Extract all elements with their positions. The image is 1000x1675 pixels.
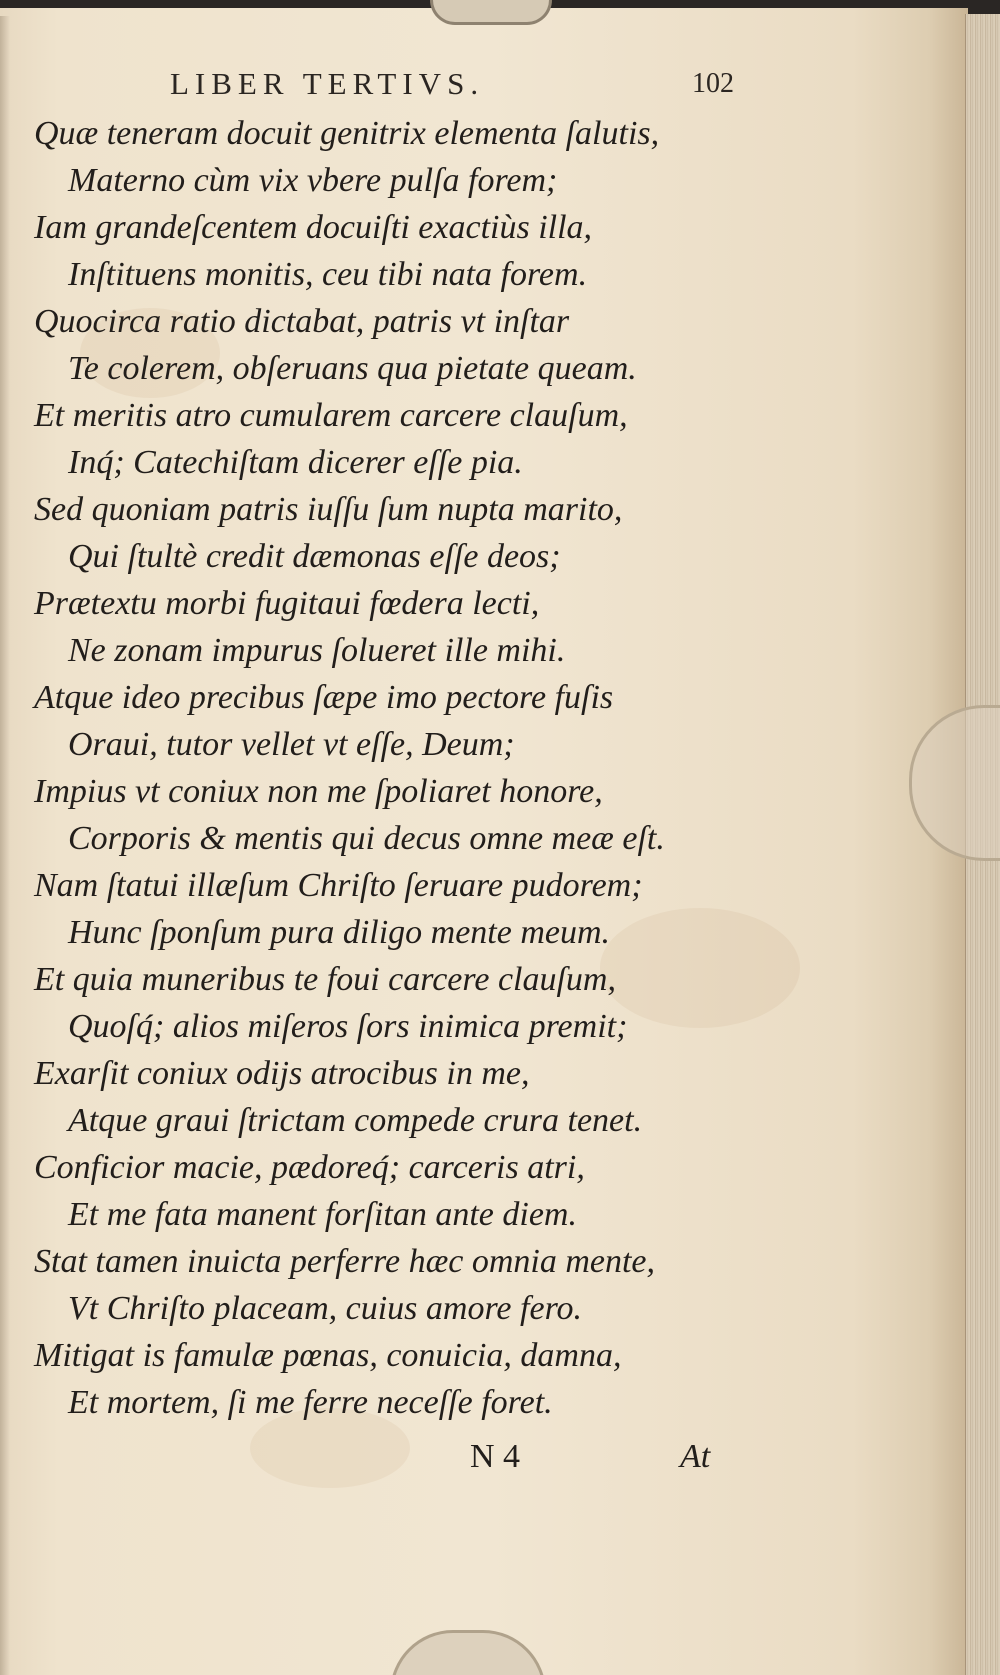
page-footer	[0, 1438, 968, 1488]
verse-line: Et meritis atro cumularem carcere clauſum,	[34, 397, 628, 434]
running-head: LIBER TERTIVS.	[170, 66, 485, 101]
verse-line: Vt Chriſto placeam, cuius amore fero.	[68, 1290, 583, 1327]
verse-line: Inq́; Catechiſtam dicerer eſſe pia.	[68, 444, 523, 481]
verse-line: Quocirca ratio dictabat, patris vt inſtar	[34, 303, 570, 340]
catchword: At	[680, 1438, 711, 1475]
page-clip	[430, 0, 552, 25]
verse-line: Oraui, tutor vellet vt eſſe, Deum;	[68, 726, 515, 763]
verse-line: Sed quoniam patris iuſſu ſum nupta marito,	[34, 491, 623, 528]
verse-line: Inſtituens monitis, ceu tibi nata forem.	[68, 256, 588, 293]
paper-stain	[600, 908, 800, 1028]
verse-line: Nam ſtatui illæſum Chriſto ſeruare pudorem;	[34, 867, 643, 904]
verse-line: Mitigat is famulæ pœnas, conuicia, damna,	[34, 1337, 622, 1374]
verse-line: Prætextu morbi fugitaui fœdera lecti,	[34, 585, 540, 622]
page-header	[0, 66, 968, 106]
page-number: 102	[692, 68, 734, 99]
verse-line: Et mortem, ſi me ferre neceſſe foret.	[68, 1384, 553, 1421]
verse-line: Et quia muneribus te foui carcere clauſum,	[34, 961, 616, 998]
verse-line: Qui ſtultè credit dæmonas eſſe deos;	[68, 538, 561, 575]
verse-line: Impius vt coniux non me ſpoliaret honore,	[34, 773, 603, 810]
book-page	[0, 8, 968, 1675]
verse-line: Exarſit coniux odijs atrocibus in me,	[34, 1055, 530, 1092]
verse-line: Quoſq́; alios miſeros ſors inimica premit;	[68, 1008, 628, 1045]
verse-line: Te colerem, obſeruans qua pietate queam.	[68, 350, 637, 387]
verse-line: Atque graui ſtrictam compede crura tenet.	[68, 1102, 643, 1139]
verse-line: Quæ teneram docuit genitrix elementa ſalutis,	[34, 115, 660, 152]
gutter-shadow	[0, 16, 10, 1675]
verse-line: Conficior macie, pædoreq́; carceris atri,	[34, 1149, 585, 1186]
verse-line: Ne zonam impurus ſolueret ille mihi.	[68, 632, 566, 669]
verse-line: Atque ideo precibus ſæpe imo pectore fuſis	[34, 679, 614, 716]
verse-line: Hunc ſponſum pura diligo mente meum.	[68, 914, 611, 951]
verse-line: Stat tamen inuicta perferre hæc omnia mente,	[34, 1243, 656, 1280]
verse-line: Materno cùm vix vbere pulſa forem;	[68, 162, 558, 199]
verse-line: Iam grandeſcentem docuiſti exactiùs illa,	[34, 209, 593, 246]
signature-mark: N 4	[470, 1438, 521, 1475]
verse-line: Corporis & mentis qui decus omne meæ eſt.	[68, 820, 665, 857]
verse-line: Et me fata manent forſitan ante diem.	[68, 1196, 577, 1233]
